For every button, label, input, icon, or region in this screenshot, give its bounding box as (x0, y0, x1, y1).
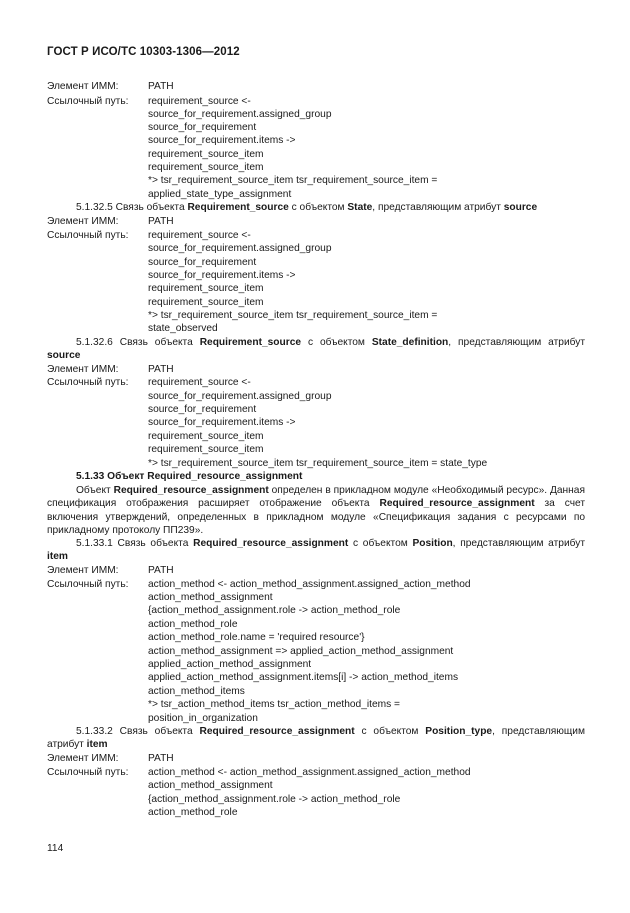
path-line: *> tsr_requirement_source_item tsr_requirement_source_item = (148, 310, 438, 321)
section-heading-5-1-32-5: 5.1.32.5 Связь объекта Requirement_source с объектом State, представляющим атрибут source (76, 202, 538, 213)
path-line: action_method_assignment (148, 592, 273, 603)
path-line: *> tsr_action_method_items tsr_action_method_items = (148, 699, 400, 710)
path-line: source_for_requirement.assigned_group (148, 391, 332, 402)
path-line: source_for_requirement.assigned_group (148, 243, 332, 254)
path-line: source_for_requirement (148, 404, 257, 415)
path-line: requirement_source <- (148, 230, 251, 241)
path-line: requirement_source_item (148, 162, 264, 173)
path-line: requirement_source_item (148, 297, 264, 308)
path-line: action_method_assignment => applied_action_method_assignment (148, 646, 454, 657)
path-line: source_for_requirement (148, 122, 257, 133)
path-line: *> tsr_requirement_source_item tsr_requirement_source_item = state_type (148, 458, 488, 469)
element-value: PATH (148, 216, 174, 227)
element-label: Элемент ИММ: (47, 565, 119, 576)
section-heading-5-1-33: 5.1.33 Объект Required_resource_assignment (76, 471, 303, 482)
section-paragraph: Объект Required_resource_assignment определен в прикладном модуле «Необходимый ресурс». Данная спецификация отображения расширяет отображение объекта Required_resource_assignment за счет включения утверждений, определенных в прикладном модуле «Спецификация задания с ресурсами по прикладному протоколу ПП239». (47, 485, 585, 537)
path-line: requirement_source <- (148, 96, 251, 107)
section-heading-5-1-32-6: 5.1.32.6 Связь объекта Requirement_source с объектом State_definition, представляющим атрибут source (47, 337, 586, 362)
path-line: state_observed (148, 323, 218, 334)
ref-path-label: Ссылочный путь: (47, 767, 129, 778)
path-line: applied_action_method_assignment.items[i] -> action_method_items (148, 672, 459, 683)
path-line: source_for_requirement.assigned_group (148, 109, 332, 120)
path-line: action_method <- action_method_assignment.assigned_action_method (148, 767, 471, 778)
path-line: action_method <- action_method_assignment.assigned_action_method (148, 579, 471, 590)
path-line: action_method_assignment (148, 780, 273, 791)
page-number: 114 (47, 843, 64, 854)
ref-path-label: Ссылочный путь: (47, 96, 129, 107)
path-line: source_for_requirement.items -> (148, 135, 296, 146)
ref-path-label: Ссылочный путь: (47, 579, 129, 590)
element-label: Элемент ИММ: (47, 81, 119, 92)
path-line: requirement_source <- (148, 377, 251, 388)
path-line: requirement_source_item (148, 283, 264, 294)
section-heading-5-1-33-1: 5.1.33.1 Связь объекта Required_resource_assignment с объектом Position, представляющим атрибут item (47, 538, 586, 563)
path-line: action_method_items (148, 686, 245, 697)
path-line: action_method_role (148, 807, 238, 818)
element-value: PATH (148, 753, 174, 764)
path-line: {action_method_assignment.role -> action_method_role (148, 605, 401, 616)
path-line: action_method_role.name = 'required resource'} (148, 632, 365, 643)
ref-path-label: Ссылочный путь: (47, 230, 129, 241)
path-line: action_method_role (148, 619, 238, 630)
path-line: requirement_source_item (148, 444, 264, 455)
path-line: applied_state_type_assignment (148, 189, 292, 200)
element-value: PATH (148, 565, 174, 576)
path-line: requirement_source_item (148, 149, 264, 160)
path-line: source_for_requirement.items -> (148, 270, 296, 281)
path-line: position_in_organization (148, 713, 258, 724)
path-line: requirement_source_item (148, 431, 264, 442)
section-heading-5-1-33-2: 5.1.33.2 Связь объекта Required_resource_assignment с объектом Position_type, представляющим атрибут item (47, 726, 585, 751)
element-value: PATH (148, 364, 174, 375)
element-value: PATH (148, 81, 174, 92)
element-label: Элемент ИММ: (47, 216, 119, 227)
path-line: source_for_requirement.items -> (148, 417, 296, 428)
document-header: ГОСТ Р ИСО/ТС 10303-1306—2012 (47, 46, 240, 58)
path-line: {action_method_assignment.role -> action_method_role (148, 794, 401, 805)
element-label: Элемент ИММ: (47, 753, 119, 764)
path-line: *> tsr_requirement_source_item tsr_requirement_source_item = (148, 175, 438, 186)
path-line: source_for_requirement (148, 257, 257, 268)
element-label: Элемент ИММ: (47, 364, 119, 375)
ref-path-label: Ссылочный путь: (47, 377, 129, 388)
path-line: applied_action_method_assignment (148, 659, 312, 670)
